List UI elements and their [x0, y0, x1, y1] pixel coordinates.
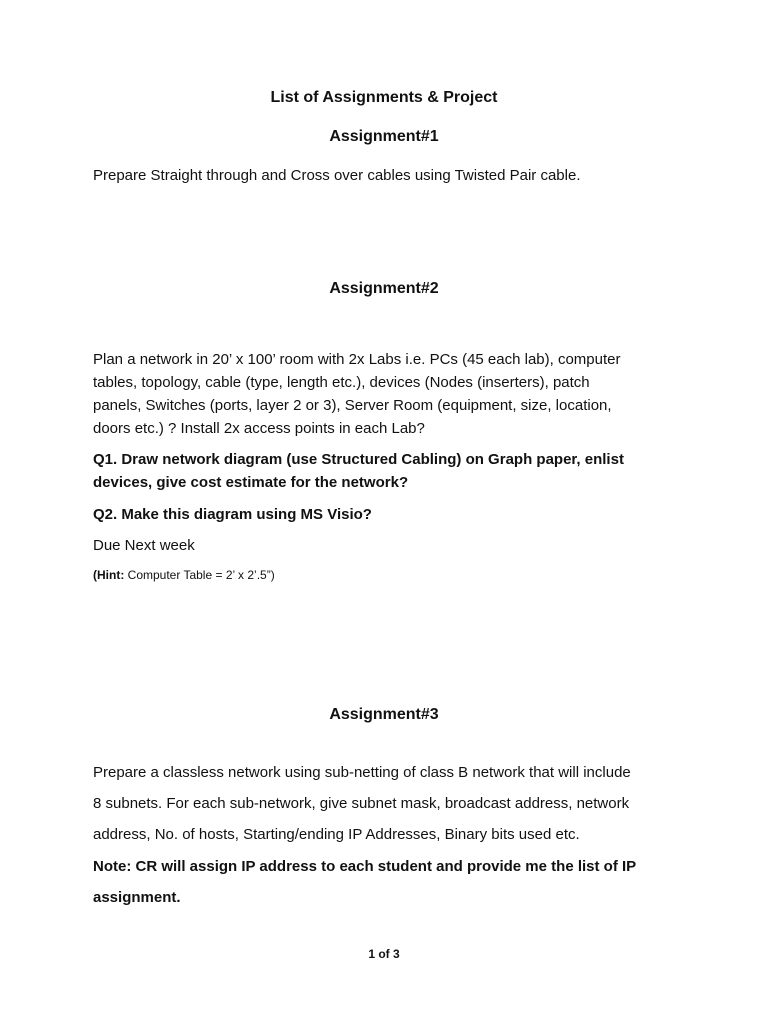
assignment3-heading: Assignment#3 — [329, 706, 439, 723]
assignment2-line: doors etc.) ? Install 2x access points in each Lab? — [93, 420, 425, 437]
assignment2-heading: Assignment#2 — [329, 280, 439, 297]
hint-body: Computer Table = 2’ x 2’.5”) — [127, 568, 275, 582]
page-number: 1 of 3 — [368, 947, 400, 961]
note-line: assignment. — [93, 889, 181, 906]
q1-line: Q1. Draw network diagram (use Structured Cabling) on Graph paper, enlist — [93, 451, 624, 468]
hint-prefix: (Hint: — [93, 568, 128, 582]
assignment2-q2: Q2. Make this diagram using MS Visio? — [93, 506, 372, 523]
assignment3-paragraph — [93, 757, 693, 850]
assignment2-line: tables, topology, cable (type, length etc.), devices (Nodes (inserters), patch — [93, 374, 590, 391]
assignment1-text: Prepare Straight through and Cross over cables using Twisted Pair cable. — [93, 167, 581, 184]
assignment3-line: Prepare a classless network using sub-netting of class B network that will include — [93, 764, 631, 781]
note-line: Note: CR will assign IP address to each student and provide me the list of IP — [93, 858, 637, 875]
assignment1-heading: Assignment#1 — [329, 128, 439, 145]
assignment3-line: address, No. of hosts, Starting/ending IP Addresses, Binary bits used etc. — [93, 826, 580, 843]
assignment3-line: 8 subnets. For each sub-network, give subnet mask, broadcast address, network — [93, 795, 630, 812]
assignment3-note — [93, 851, 693, 913]
q1-line: devices, give cost estimate for the network? — [93, 474, 409, 491]
assignment2-due: Due Next week — [93, 537, 195, 554]
assignment2-hint — [93, 568, 275, 582]
assignment2-paragraph — [93, 348, 693, 440]
assignment2-line: Plan a network in 20’ x 100’ room with 2x Labs i.e. PCs (45 each lab), computer — [93, 351, 621, 368]
document-title: List of Assignments & Project — [270, 89, 498, 106]
assignment2-line: panels, Switches (ports, layer 2 or 3), Server Room (equipment, size, location, — [93, 397, 612, 414]
assignment2-q1 — [93, 448, 693, 494]
